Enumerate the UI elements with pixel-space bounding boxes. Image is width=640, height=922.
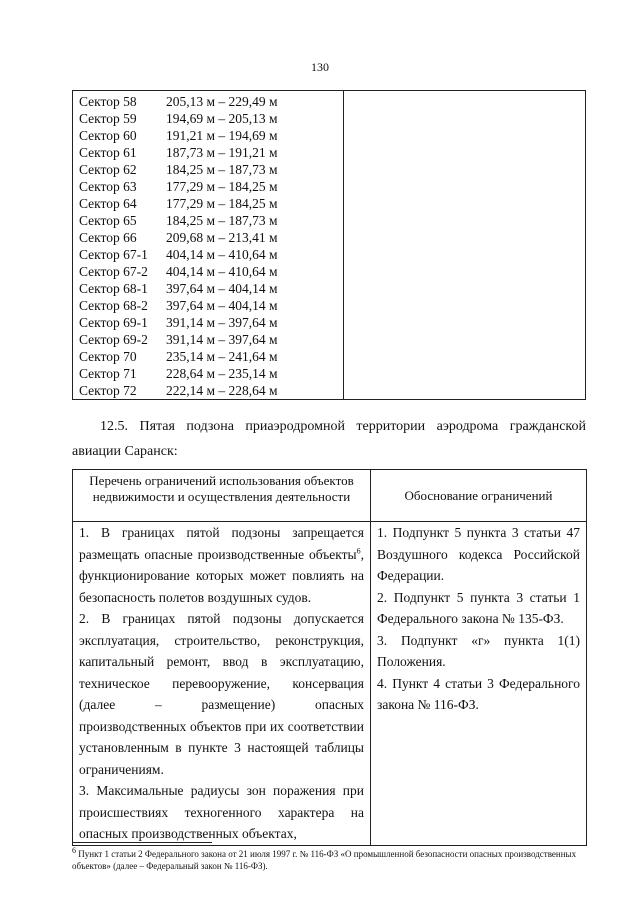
sector-range: 184,25 м – 187,73 м xyxy=(166,213,278,228)
sector-name: Сектор 63 xyxy=(79,179,137,194)
sector-row xyxy=(79,161,337,178)
sector-row xyxy=(79,348,337,365)
sector-range: 228,64 м – 235,14 м xyxy=(166,366,278,381)
sector-name: Сектор 69-1 xyxy=(79,315,148,330)
sector-range: 209,68 м – 213,41 м xyxy=(166,230,278,245)
sector-row xyxy=(79,93,337,110)
footnote-ref[interactable]: 6 xyxy=(356,546,361,555)
sector-range: 391,14 м – 397,64 м xyxy=(166,332,278,347)
sector-row xyxy=(79,212,337,229)
sector-name: Сектор 62 xyxy=(79,162,137,177)
footnote-text: Пункт 1 статьи 2 Федерального закона от 21 июля 1997 г. № 116-ФЗ «О промышленной безопасности опасных производственных объектов» (далее – Федеральный закон № 116-ФЗ). xyxy=(72,849,577,871)
justification-item-2: 2. Подпункт 5 пункта 3 статьи 1 Федерального закона № 135-ФЗ. xyxy=(377,589,580,626)
sector-range: 177,29 м – 184,25 м xyxy=(166,179,278,194)
justification-item-1: 1. Подпункт 5 пункта 3 статьи 47 Воздушного кодекса Российской Федерации. xyxy=(377,525,580,583)
footnote-divider xyxy=(72,842,212,843)
sector-row xyxy=(79,365,337,382)
sector-name: Сектор 65 xyxy=(79,213,137,228)
sector-list-cell xyxy=(73,91,344,400)
sector-row xyxy=(79,280,337,297)
footnote-mark: 6 xyxy=(72,846,76,855)
sector-row xyxy=(79,382,337,399)
sector-name: Сектор 64 xyxy=(79,196,137,211)
sector-row xyxy=(79,110,337,127)
sector-table xyxy=(72,90,586,400)
restriction-item-2: 2. В границах пятой подзоны допускается эксплуатация, строительство, реконструкция, капитальный ремонт, ввод в эксплуатацию, техническое перевооружение, консервация (далее – размещение) опасных производственных объектов при их соответствии установленным в пункте 3 настоящей таблицы ограничениям. xyxy=(79,611,364,777)
sector-name: Сектор 59 xyxy=(79,111,137,126)
restrictions-cell xyxy=(73,522,371,846)
sector-name: Сектор 68-1 xyxy=(79,281,148,296)
sector-range: 397,64 м – 404,14 м xyxy=(166,298,278,313)
sector-name: Сектор 70 xyxy=(79,349,137,364)
sector-range: 404,14 м – 410,64 м xyxy=(166,247,278,262)
restriction-item-1: 1. В границах пятой подзоны запрещается размещать опасные производственные объекты$^6$, функционирование которых может повлиять на безопасность полетов воздушных судов. xyxy=(79,525,364,605)
justification-item-3: 3. Подпункт «г» пункта 1(1) Положения. xyxy=(377,632,580,669)
sector-row xyxy=(79,195,337,212)
restrictions-table xyxy=(72,469,587,846)
sector-range: 205,13 м – 229,49 м xyxy=(166,94,278,109)
sector-empty-cell xyxy=(344,91,586,400)
sector-range: 191,21 м – 194,69 м xyxy=(166,128,278,143)
sector-row xyxy=(79,246,337,263)
header-restrictions: Перечень ограничений использования объектов недвижимости и осуществления деятельности xyxy=(73,470,371,522)
sector-row xyxy=(79,297,337,314)
sector-range: 404,14 м – 410,64 м xyxy=(166,264,278,279)
sector-name: Сектор 71 xyxy=(79,366,137,381)
sector-row xyxy=(79,263,337,280)
sector-name: Сектор 58 xyxy=(79,94,137,109)
sector-name: Сектор 69-2 xyxy=(79,332,148,347)
sector-row xyxy=(79,144,337,161)
sector-row xyxy=(79,178,337,195)
sector-range: 391,14 м – 397,64 м xyxy=(166,315,278,330)
sector-range: 397,64 м – 404,14 м xyxy=(166,281,278,296)
header-justification: Обоснование ограничений xyxy=(371,470,587,522)
sector-row xyxy=(79,314,337,331)
sector-name: Сектор 60 xyxy=(79,128,137,143)
justification-item-4: 4. Пункт 4 статьи 3 Федерального закона № 116-ФЗ. xyxy=(377,675,580,712)
sector-name: Сектор 68-2 xyxy=(79,298,148,313)
sector-row xyxy=(79,331,337,348)
sector-name: Сектор 61 xyxy=(79,145,137,160)
sector-range: 184,25 м – 187,73 м xyxy=(166,162,278,177)
sector-name: Сектор 66 xyxy=(79,230,137,245)
sector-range: 235,14 м – 241,64 м xyxy=(166,349,278,364)
sector-row xyxy=(79,229,337,246)
footnote xyxy=(72,848,586,872)
restriction-item-3: 3. Максимальные радиусы зон поражения при происшествиях техногенного характера на опасных производственных объектах, xyxy=(79,783,364,841)
sector-range: 187,73 м – 191,21 м xyxy=(166,145,278,160)
sector-name: Сектор 72 xyxy=(79,383,137,398)
sector-range: 222,14 м – 228,64 м xyxy=(166,383,278,398)
page-number: 130 xyxy=(311,60,329,74)
sector-name: Сектор 67-2 xyxy=(79,264,148,279)
sector-range: 194,69 м – 205,13 м xyxy=(166,111,278,126)
sector-name: Сектор 67-1 xyxy=(79,247,148,262)
section-paragraph: 12.5. Пятая подзона приаэродромной территории аэродрома гражданской авиации Саранск: xyxy=(72,419,586,459)
sector-range: 177,29 м – 184,25 м xyxy=(166,196,278,211)
sector-list xyxy=(79,93,337,399)
sector-row xyxy=(79,127,337,144)
justification-cell xyxy=(371,522,587,846)
